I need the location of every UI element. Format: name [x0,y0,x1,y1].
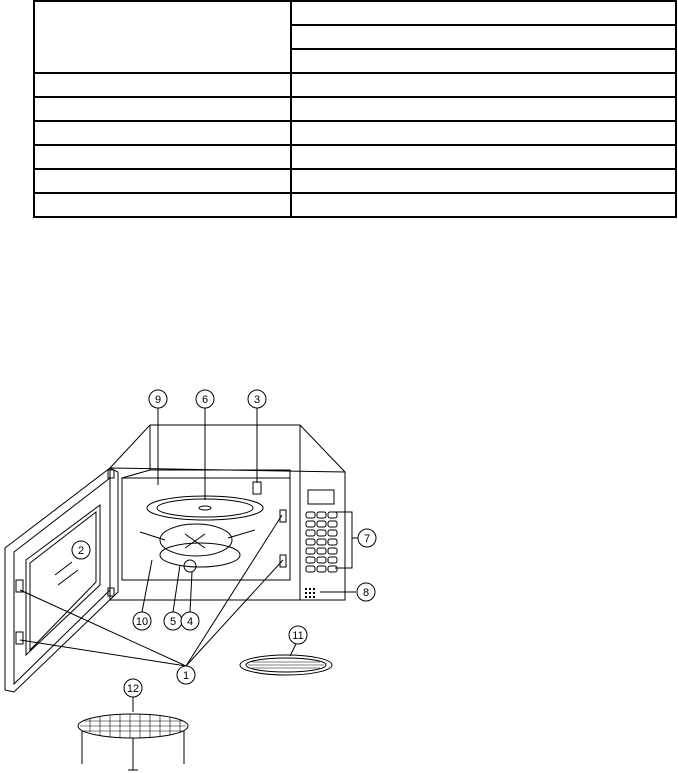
keypad-button [306,548,315,554]
roller-ring [140,524,255,572]
keypad-button [328,530,337,536]
keypad-button [328,512,337,518]
keypad-button [317,557,326,563]
keypad-button [306,539,315,545]
keypad-button [317,512,326,518]
keypad-button [317,530,326,536]
roasting-tray [240,655,332,675]
keypad-button [317,548,326,554]
keypad-button [317,539,326,545]
callout-number: 11 [292,630,304,642]
keypad-button [328,548,337,554]
callout-number: 12 [126,683,140,695]
callout-number: 5 [169,616,177,628]
keypad-button [306,566,315,572]
callout-number: 2 [77,545,85,557]
latch-hole [253,482,261,494]
callout-number: 3 [253,394,261,406]
keypad-button [306,521,315,527]
keypad-button [306,557,315,563]
keypad-button [306,530,315,536]
callout-number: 7 [363,533,371,545]
callout-number: 10 [135,616,149,628]
keypad-button [317,566,326,572]
metal-rack [78,714,188,770]
callout-number: 8 [362,587,370,599]
callout-number: 6 [201,394,209,406]
keypad-button [306,512,315,518]
callout-number: 4 [186,616,194,628]
keypad-button [317,521,326,527]
keypad-button [328,557,337,563]
keypad-button [328,539,337,545]
door [5,468,118,692]
callout-number: 9 [154,394,162,406]
control-panel [305,490,337,598]
latch-hole [280,555,286,567]
keypad-button [328,521,337,527]
callout-number: 1 [182,670,190,682]
keypad-button [328,566,337,572]
